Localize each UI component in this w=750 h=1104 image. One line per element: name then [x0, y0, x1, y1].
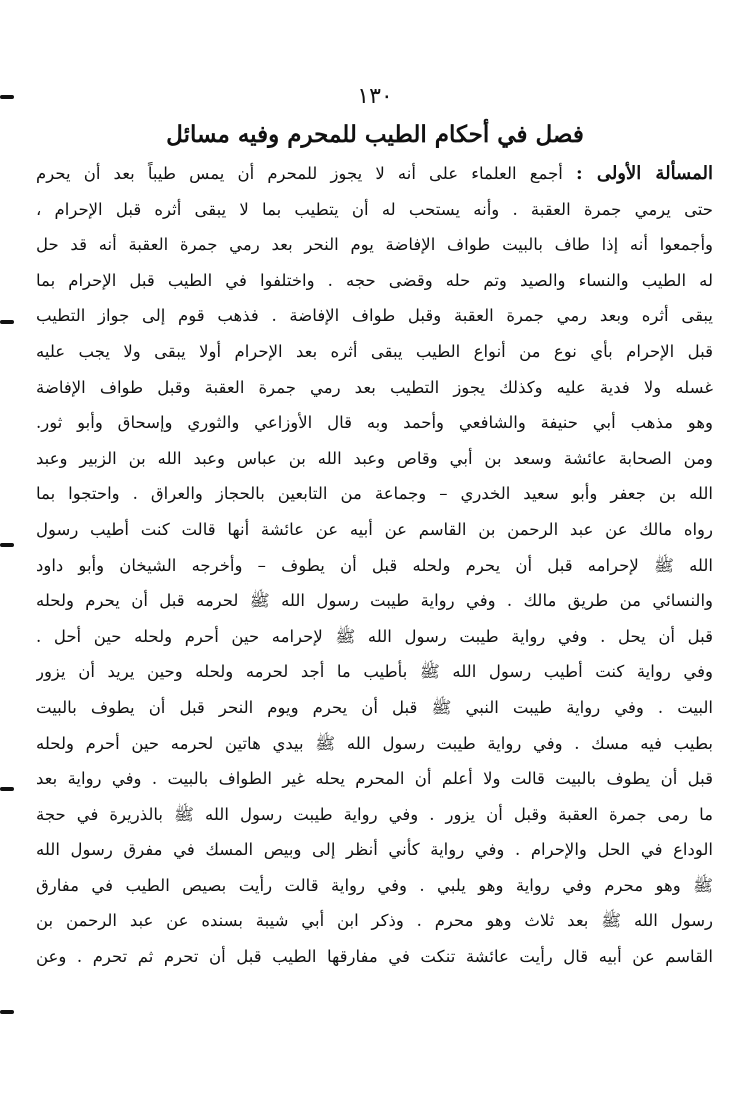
- text-line-content: الله بن جعفر وأبو سعيد الخدري – وجماعة من التابعين بالحجاز والعراق . واحتجوا بما: [36, 484, 713, 504]
- text-line-content: بطيب فيه مسك . وفي رواية طيبت رسول الله ﷺ بيدي هاتين لحرمه حين أحرم ولحله: [36, 733, 713, 753]
- chapter-title: فصل في أحكام الطيب للمحرم وفيه مسائل: [166, 121, 584, 148]
- margin-mark: [0, 320, 14, 324]
- text-line: [36, 726, 713, 762]
- page-number: ١٣٠: [357, 84, 393, 109]
- text-line-content: قبل أن يحل . وفي رواية طيبت رسول الله ﷺ لإحرامه حين أحرم ولحله حين أحل .: [36, 626, 713, 646]
- text-line: [36, 227, 713, 263]
- text-line-content: يبقى أثره وبعد رمي جمرة العقبة وقبل طواف الإفاضة . فذهب قوم إلى جواز التطيب: [36, 306, 713, 326]
- text-line-content: والنسائي من طريق مالك . وفي رواية طيبت رسول الله ﷺ لحرمه قبل أن يحرم ولحله: [36, 591, 713, 611]
- text-line: [36, 761, 713, 797]
- text-line-content: ما رمى جمرة العقبة وقبل أن يزور . وفي رواية طيبت رسول الله ﷺ بالذريرة في حجة: [36, 804, 713, 824]
- text-line: [36, 939, 713, 975]
- body-text: [36, 156, 713, 975]
- text-line: [36, 298, 713, 334]
- margin-mark: [0, 787, 14, 791]
- text-line: [36, 441, 713, 477]
- text-line-content: ومن الصحابة عائشة وسعد بن أبي وقاص وعبد الله بن عباس وعبد الله بن الزبير وعبد: [36, 448, 713, 468]
- text-line-content: البيت . وفي رواية طيبت النبي ﷺ قبل أن يحرم ويوم النحر قبل أن يطوف بالبيت: [36, 697, 713, 717]
- text-line: [36, 868, 713, 904]
- text-line: [36, 405, 713, 441]
- text-line-content: حتى يرمي جمرة العقبة . وأنه يستحب له أن يتطيب بما لا يبقى أثره قبل الإحرام ،: [36, 199, 713, 219]
- text-line-content: الوداع في الحل والإحرام . وفي رواية كأني أنظر إلى وبيص المسك في مفرق رسول الله: [36, 840, 713, 860]
- text-line: [36, 583, 713, 619]
- text-line: [36, 156, 713, 192]
- text-line-content: وهو مذهب أبي حنيفة والشافعي وأحمد وبه قال الأوزاعي والثوري وإسحاق وأبو ثور.: [36, 413, 713, 433]
- text-line: [36, 476, 713, 512]
- text-line-content: القاسم عن أبيه قال رأيت عائشة تنكت في مفارقها الطيب قبل أن تحرم ثم تحرم . وعن: [36, 947, 713, 967]
- text-line-content: قبل أن يطوف بالبيت قالت ولا أعلم أن المحرم يحله غير الطواف بالبيت . وفي رواية بعد: [36, 769, 713, 789]
- margin-mark: [0, 1010, 14, 1014]
- margin-mark: [0, 543, 14, 547]
- text-line-content: وفي رواية كنت أطيب رسول الله ﷺ بأطيب ما أجد لحرمه ولحله وحين يريد أن يزور: [36, 662, 713, 682]
- text-line: [36, 334, 713, 370]
- text-line: [36, 512, 713, 548]
- issue-heading: المسألة الأولى :: [576, 163, 713, 184]
- text-line: [36, 192, 713, 228]
- text-line: [36, 690, 713, 726]
- text-line-content: وأجمعوا أنه إذا طاف بالبيت طواف الإفاضة يوم النحر بعد رمي جمرة العقبة أنه قد حل: [36, 235, 713, 255]
- text-line-content: أجمع العلماء على أنه لا يجوز للمحرم أن يمس طيباً بعد أن يحرم: [36, 164, 563, 183]
- text-line-content: رسول الله ﷺ بعد ثلاث وهو محرم . وذكر ابن أبي شيبة بسنده عن عبد الرحمن بن: [36, 911, 713, 931]
- text-line-content: له الطيب والنساء والصيد وتم حله وقضى حجه . واختلفوا في الطيب قبل الإحرام بما: [36, 270, 713, 290]
- text-line: [36, 654, 713, 690]
- text-line-content: ﷺ وهو محرم وفي رواية وهو يلبي . وفي رواية قالت رأيت بصيص الطيب في مفارق: [36, 875, 713, 895]
- text-line-content: غسله ولا فدية عليه وكذلك يجوز التطيب بعد رمي جمرة العقبة وقبل طواف الإفاضة: [36, 377, 713, 397]
- text-line-content: قبل الإحرام بأي نوع من أنواع الطيب يبقى أثره بعد الإحرام أولا يبقى ولا يجب عليه: [36, 341, 713, 361]
- text-line: [36, 263, 713, 299]
- text-line: [36, 548, 713, 584]
- text-line-content: الله ﷺ لإحرامه قبل أن يحرم ولحله قبل أن يطوف – وأخرجه الشيخان وأبو داود: [36, 555, 713, 575]
- text-line: [36, 903, 713, 939]
- text-line: [36, 619, 713, 655]
- text-line: [36, 832, 713, 868]
- text-line: [36, 797, 713, 833]
- text-line: [36, 370, 713, 406]
- text-line-content: رواه مالك عن عبد الرحمن بن القاسم عن أبيه عن عائشة أنها قالت كنت أطيب رسول: [36, 519, 713, 539]
